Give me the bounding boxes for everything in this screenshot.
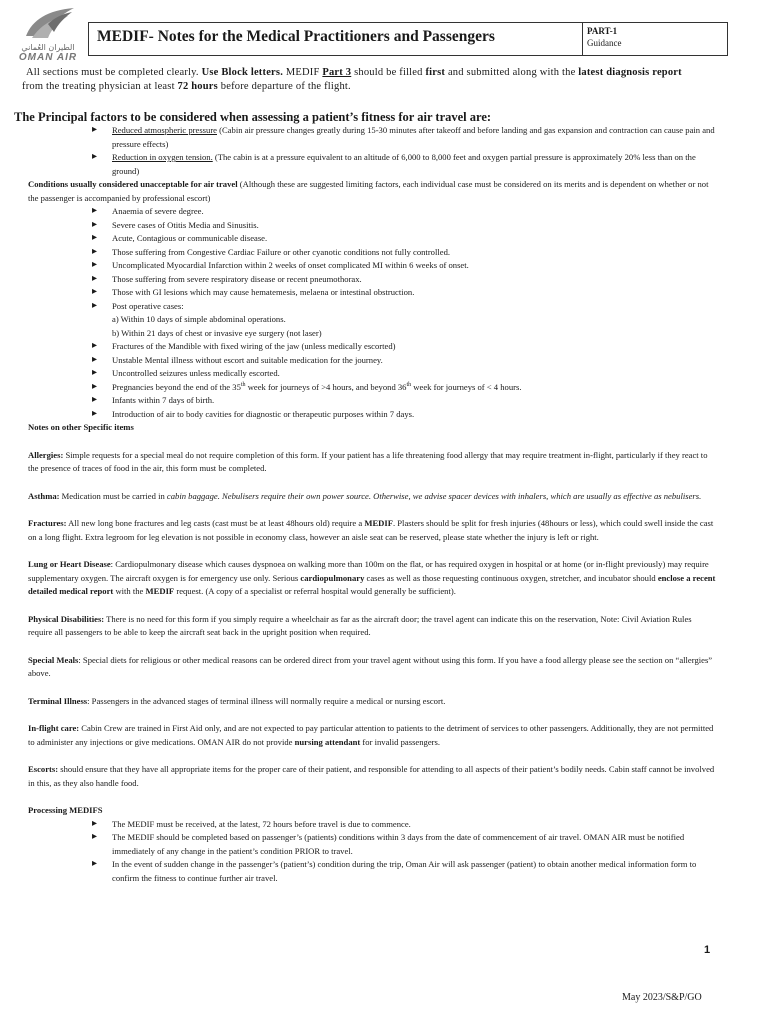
list-item: ▸ In the event of sudden change in the passenger’s (patient’s) condition during the trip, Oman Air will ask passenger (patient) to obtain another medical information form to confirm the fitness to continue further air travel.	[28, 858, 718, 885]
section-bold-text: MEDIF	[145, 586, 175, 596]
logo-brand-text: OMAN AIR	[18, 52, 78, 63]
intro-text: before departure of the flight.	[217, 81, 351, 92]
list-item: ▸ Post operative cases:	[28, 300, 718, 314]
list-item: ▸ The MEDIF should be completed based on passenger’s (patients) conditions within 3 days from the date of commencement of air travel. OMAN AIR must be notified immediately of any change in the patient’s condition PRIOR to travel.	[28, 831, 718, 858]
list-item: ▸ Unstable Mental illness without escort and suitable medication for the journey.	[28, 354, 718, 368]
page-number: 1	[704, 944, 711, 956]
conditions-paragraph	[28, 178, 718, 205]
section-label: Terminal Illness	[28, 695, 88, 706]
allergies-section	[28, 449, 718, 476]
list-item	[28, 124, 718, 151]
section-label: Lung or Heart Disease	[28, 559, 111, 569]
section-text: cases as well as those requesting continuous oxygen, stretcher, and incubator should	[364, 572, 658, 583]
list-item: ▸ Uncomplicated Myocardial Infarction within 2 weeks of onset complicated MI within 6 weeks of onset.	[28, 259, 718, 273]
section-text: There is no need for this form if you simply require a wheelchair as far as the aircraft door; the travel agent can indicate this on the reservation, Note: Civil Aviation Rules require all passengers to be able to keep the aircraft seat back in the upright position when required.	[28, 613, 692, 637]
list-item: ▸ Severe cases of Otitis Media and Sinusitis.	[28, 219, 718, 233]
conditions-list	[28, 205, 718, 313]
preg-sup: th	[240, 381, 246, 388]
conditions-heading: Conditions usually considered unacceptable for air travel	[28, 179, 238, 189]
document-title: MEDIF- Notes for the Medical Practitioners and Passengers	[89, 23, 583, 55]
intro-text: MEDIF	[283, 67, 323, 78]
oman-air-emblem-icon	[18, 6, 78, 42]
section-text: : Special diets for religious or other medical reasons can be ordered direct from your travel agent without using this form. If you have a food allergy please see the section on “allergies” above.	[28, 654, 713, 678]
factor-title: Reduced atmospheric pressure	[112, 125, 217, 135]
section-bold-text: nursing attendant	[294, 736, 361, 747]
processing-list	[28, 818, 718, 886]
section-text: Medication must be carried in	[59, 490, 167, 501]
section-text: All new long bone fractures and leg casts (cast must be at least 48hours old) require a	[66, 518, 365, 528]
intro-text: All sections must be completed clearly.	[26, 67, 202, 78]
section-text: : Cardiopulmonary disease which causes dyspnoea on walking more than 100m on the flat, or has required oxygen in hospital or at home (or in-flight previously) may require supplementary oxygen. The aircraft oxygen is for emergency use only. Serious	[28, 559, 709, 583]
section-label: Allergies:	[28, 449, 64, 460]
intro-latest-report: latest diagnosis report	[578, 67, 682, 78]
section-label: Asthma:	[28, 490, 60, 501]
section-text: request. (A copy of a specialist or referral hospital would generally be sufficient).	[174, 586, 456, 596]
asthma-section	[28, 490, 718, 504]
escorts-section	[28, 763, 718, 790]
principal-factors-list	[28, 124, 718, 178]
conditions-list-continued	[28, 340, 718, 421]
logo-arabic-text: الطيران العُماني	[21, 43, 75, 52]
special-meals-section	[28, 654, 718, 681]
intro-first: first	[425, 67, 446, 78]
postop-item-b: b) Within 21 days of chest or invasive eye surgery (not laser)	[112, 327, 322, 338]
section-italic-text: cabin baggage. Nebulisers require their own power source. Otherwise, we advise spacer devices with inhalers, which are usually as effective as nebulisers.	[166, 490, 702, 501]
section-bold-text: cardiopulmonary	[300, 572, 365, 583]
intro-part3: Part 3	[322, 67, 352, 78]
section-text: Simple requests for a special meal do not require completion of this form. If your patient has a life threatening food allergy that may require treatment in-flight, particularly if they react to the presence of traces of food in the air, this form must be completed.	[28, 449, 708, 473]
section-label: Escorts:	[28, 764, 59, 774]
list-item	[28, 151, 718, 178]
inflight-care-section	[28, 722, 718, 749]
list-item: ▸ The MEDIF must be received, at the latest, 72 hours before travel is due to commence.	[28, 818, 718, 832]
processing-heading: Processing MEDIFS	[28, 805, 103, 815]
list-item: ▸ Anaemia of severe degree.	[28, 205, 718, 219]
section-bold-text: enclose a recent detailed medical report	[28, 572, 716, 596]
section-text: should ensure that they have all appropriate items for the proper care of their patient, and responsible for attending to all aspects of their patient’s bodily needs. Cabin staff cannot be involved in this, as they also handle food.	[28, 764, 715, 788]
section-label: Special Meals	[28, 654, 79, 665]
section-bold-text: MEDIF	[364, 518, 393, 528]
section-label: In-flight care:	[28, 723, 80, 733]
conditions-text: (Although these are suggested limiting factors, each individual case must be considered on its merits and is dependent on whether or not the passenger is accompanied by professional escort)	[28, 179, 709, 203]
physical-disabilities-section	[28, 613, 718, 640]
list-item: ▸ Those with GI lesions which may cause hematemesis, melaena or intestinal obstruction.	[28, 286, 718, 300]
document-header	[88, 22, 728, 56]
factor-text: (The cabin is at a pressure equivalent to an altitude of 6,000 to 8,000 feet and oxygen partial pressure is approximately 20% less than on the ground)	[112, 152, 696, 176]
list-item: ▸ Introduction of air to body cavities for diagnostic or therapeutic purposes within 7 days.	[28, 408, 718, 422]
intro-paragraph	[22, 66, 726, 94]
section-text: with the	[113, 586, 146, 596]
part-box	[583, 23, 727, 55]
section-text: for invalid passengers.	[360, 736, 440, 747]
intro-block-letters: Use Block letters.	[201, 67, 284, 78]
intro-text: and submitted along with the	[445, 67, 579, 78]
factor-title: Reduction in oxygen tension.	[112, 152, 213, 162]
lung-heart-section	[28, 558, 718, 599]
section-label: Physical Disabilities:	[28, 613, 105, 624]
factor-text: (Cabin air pressure changes greatly during 15-30 minutes after takeoff and before landing and gas expansion and contraction can cause pain and pressure effects)	[112, 125, 715, 149]
section-text: : Passengers in the advanced stages of terminal illness will normally require a medical or nursing escort.	[87, 695, 446, 706]
list-item: ▸ Uncontrolled seizures unless medically escorted.	[28, 367, 718, 381]
list-item: ▸ Fractures of the Mandible with fixed wiring of the jaw (unless medically escorted)	[28, 340, 718, 354]
preg-text: week for journeys of >4 hours, and beyond 36	[245, 381, 407, 392]
preg-sup: th	[406, 381, 412, 388]
part-label: PART-1	[587, 26, 618, 36]
section-text: . Plasters should be split for fresh injuries (48hours or less), which could swell inside the cast on a long flight. Extra legroom for leg elevation is not possible in economy class, however an aisle seat can be reserved, please state whether the injury is left or right.	[28, 518, 714, 542]
footer-revision: May 2023/S&P/GO	[622, 992, 702, 1003]
list-item: ▸ Those suffering from Congestive Cardiac Failure or other cyanotic conditions not fully controlled.	[28, 246, 718, 260]
terminal-illness-section	[28, 695, 718, 709]
list-item: ▸ Infants within 7 days of birth.	[28, 394, 718, 408]
principal-factors-heading: The Principal factors to be considered when assessing a patient’s fitness for air travel are:	[14, 110, 492, 124]
list-item	[28, 381, 718, 395]
notes-heading: Notes on other Specific items	[28, 422, 134, 432]
intro-text: from the treating physician at least	[22, 81, 178, 92]
intro-72-hours: 72 hours	[177, 81, 218, 92]
section-label: Fractures:	[28, 518, 67, 528]
list-item: ▸ Those suffering from severe respiratory disease or recent pneumothorax.	[28, 273, 718, 287]
intro-text: should be filled	[351, 67, 426, 78]
oman-air-logo	[12, 6, 84, 62]
guidance-label: Guidance	[587, 38, 622, 48]
fractures-section	[28, 517, 718, 544]
main-content	[28, 124, 718, 885]
preg-text: Pregnancies beyond the end of the 35	[112, 381, 241, 392]
preg-text: week for journeys of < 4 hours.	[411, 381, 522, 392]
list-item: ▸ Acute, Contagious or communicable disease.	[28, 232, 718, 246]
section-text: Cabin Crew are trained in First Aid only, and are not expected to pay particular attention to patients to the detriment of services to other passengers. Additionally, they are not permitted to administer any injections or give medications. OMAN AIR do not provide	[28, 723, 714, 747]
postop-item-a: a) Within 10 days of simple abdominal operations.	[112, 314, 286, 324]
